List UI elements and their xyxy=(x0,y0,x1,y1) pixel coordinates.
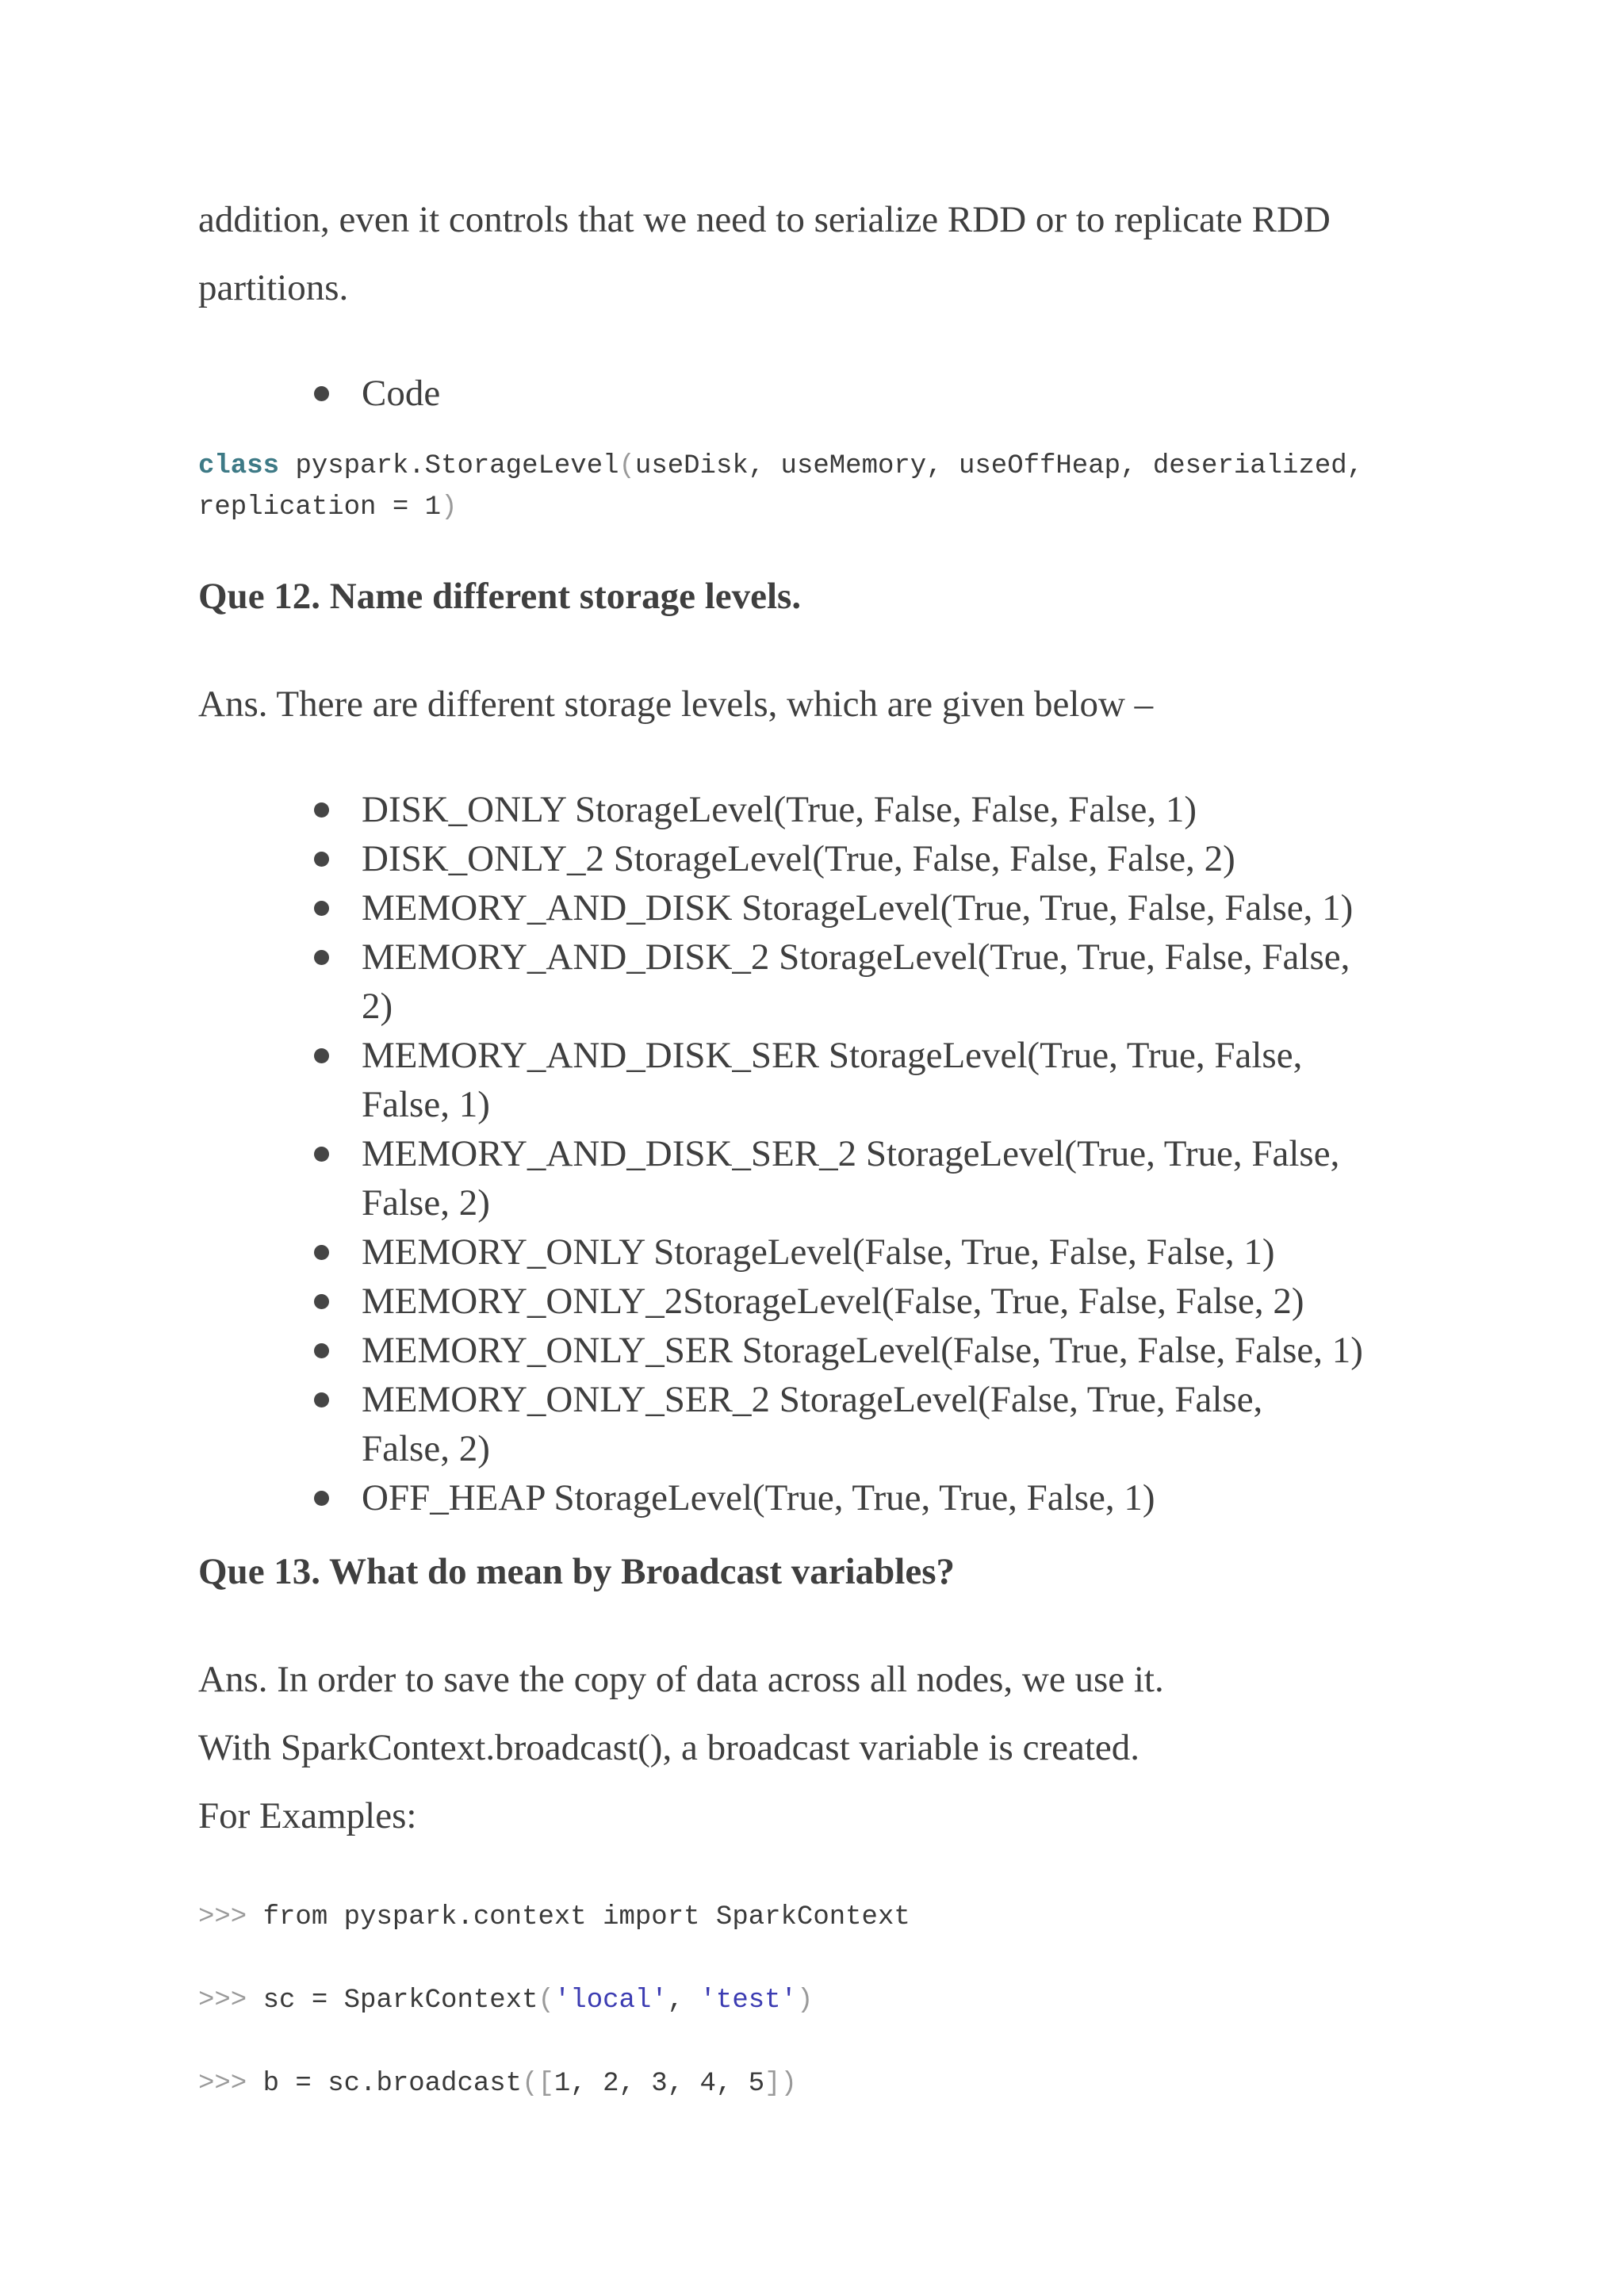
bullet-dot-icon xyxy=(314,1294,329,1309)
intro-line-1: addition, even it controls that we need to serialize RDD or to replicate RDD xyxy=(198,199,1331,240)
bullet-dot-icon xyxy=(314,1491,329,1506)
bullet-dot-icon xyxy=(314,1048,329,1063)
bullet-dot-icon xyxy=(314,802,329,818)
code-keyword: class xyxy=(198,451,280,481)
code-replication: replication = 1 xyxy=(198,492,442,523)
bullet-dot-icon xyxy=(314,1392,329,1407)
bullet-dot-icon xyxy=(314,386,329,401)
bullet-dot-icon xyxy=(314,852,329,867)
prompt: >>> xyxy=(198,2069,247,2099)
broadcast-code-line-1: >>> from pyspark.context import SparkContext xyxy=(198,1902,910,1932)
document-page: addition, even it controls that we need to serialize RDD or to replicate RDD partitions. Code class pyspark.StorageLevel(useDisk, useMemory, useOffHeap, deserialized, replication = 1) Que 12. Name different storage levels. Ans. There are different storage levels, which are given below – DISK_ONLY StorageLevel(True, False, False, False, 1) DISK_ONLY_2 StorageLevel(True, False, False, False, 2) MEMORY_AND_DISK StorageLevel(True, True, False, False, 1) MEMORY_AND_DISK_2 StorageLevel(True, True, False, False, 2) MEMORY_AND_DISK_SER StorageLevel(True, True, False, False, 1) MEMORY_AND_DISK_SER_2 StorageLevel(True, True, False, False, 2) MEMORY_ONLY StorageLevel(False, True, False, False, 1) MEMORY_ONLY_2StorageLevel(False, True, False, False, 2) MEMORY_ONLY_SER StorageLevel(False, True, False, False, 1) MEMORY_ONLY_SER_2 StorageLevel(False, True, False, False, 2) OFF_HEAP StorageLevel(True, True, True, False, 1) Que 13. What do mean by Broadcast variables? Ans. In order to save the copy of data across all nodes, we use it. With SparkContext.broadcast(), a broadcast variable is created. For Examples: >>> from pyspark.context import SparkContext >>> sc = SparkContext('local', 'test') >>> b = sc.broadcast([1, 2, 3, 4, 5]) xyxy=(0,0,1624,2294)
prompt: >>> xyxy=(198,1902,247,1932)
bullet-dot-icon xyxy=(314,1343,329,1358)
bullet-dot-icon xyxy=(314,1245,329,1260)
broadcast-code-line-3: >>> b = sc.broadcast([1, 2, 3, 4, 5]) xyxy=(198,2069,797,2099)
que13-line-3: For Examples: xyxy=(198,1795,417,1836)
que13-line-2: With SparkContext.broadcast(), a broadcast variable is created. xyxy=(198,1727,1140,1768)
broadcast-code-line-2: >>> sc = SparkContext('local', 'test') xyxy=(198,1986,814,2016)
que12-heading: Que 12. Name different storage levels. xyxy=(198,576,802,617)
que13-heading: Que 13. What do mean by Broadcast variables? xyxy=(198,1551,955,1592)
que13-line-1: Ans. In order to save the copy of data across all nodes, we use it. xyxy=(198,1659,1164,1700)
prompt: >>> xyxy=(198,1986,247,2016)
code-params: useDisk, useMemory, useOffHeap, deserialized, xyxy=(634,451,1364,481)
que12-answer: Ans. There are different storage levels, which are given below – xyxy=(198,684,1154,725)
bullet-dot-icon xyxy=(314,1147,329,1162)
storage-level-code: class pyspark.StorageLevel(useDisk, useMemory, useOffHeap, deserialized, replication = 1) xyxy=(198,451,1364,523)
bullet-dot-icon xyxy=(314,901,329,916)
code-class-name: pyspark.StorageLevel xyxy=(295,451,619,481)
bullet-dot-icon xyxy=(314,950,329,965)
intro-line-2: partitions. xyxy=(198,267,349,308)
